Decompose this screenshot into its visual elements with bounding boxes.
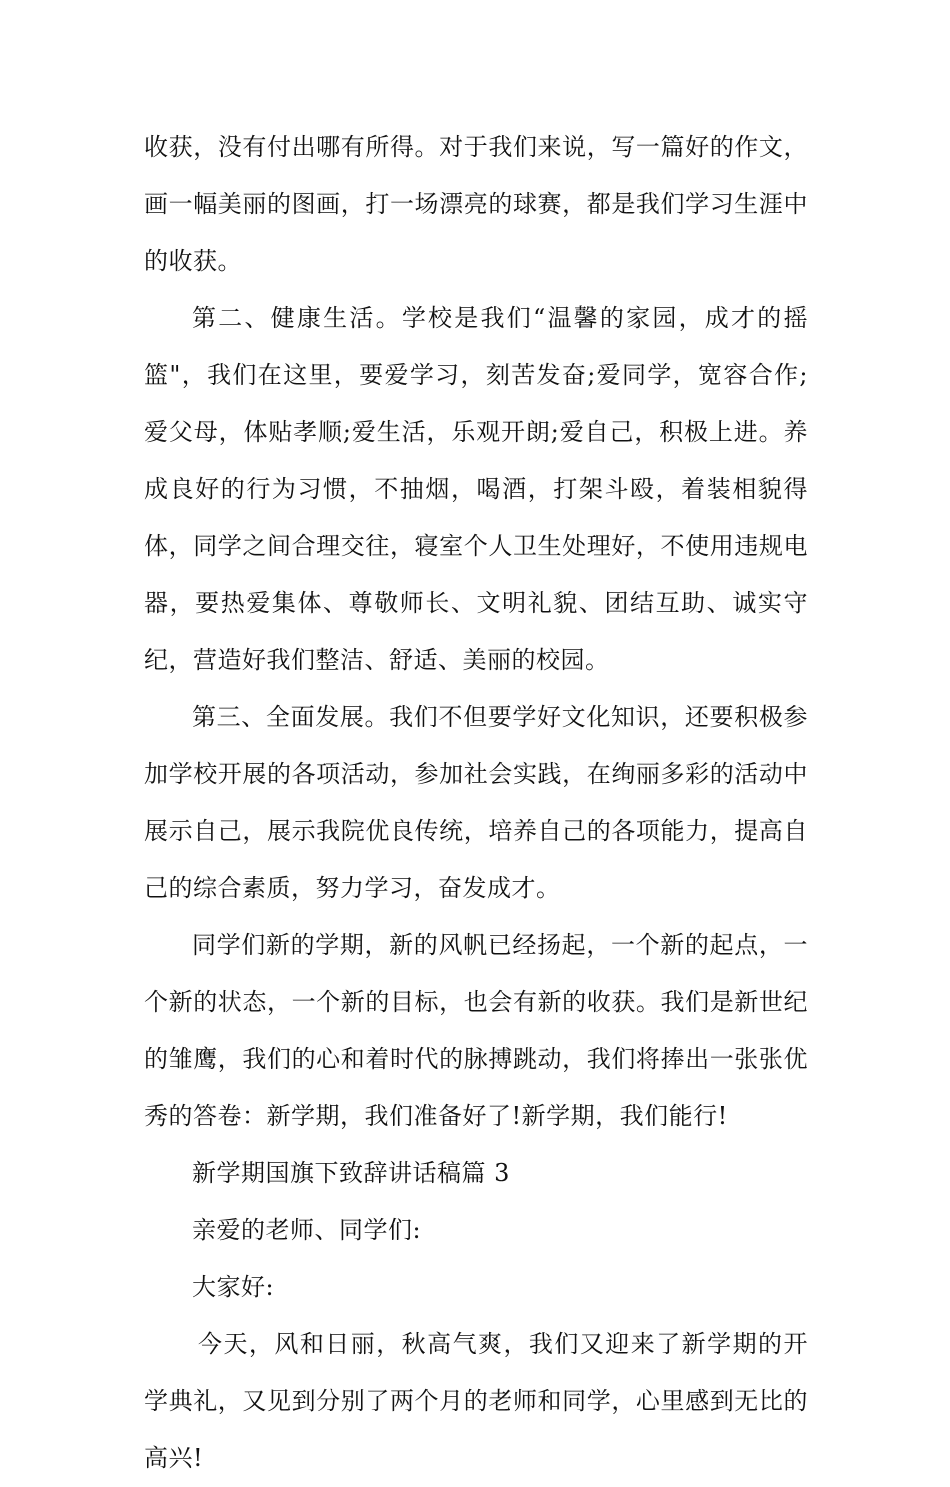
document-body: [144, 119, 808, 1487]
section-heading: 新学期国旗下致辞讲话稿篇 3: [192, 1159, 510, 1187]
salutation: 亲爱的老师、同学们:: [192, 1216, 422, 1244]
paragraph-opening: 今天，风和日丽，秋高气爽，我们又迎来了新学期的开学典礼，又见到分别了两个月的老师和同学，心里感到无比的高兴!: [144, 1330, 808, 1472]
paragraph-all-round-development: 第三、全面发展。我们不但要学好文化知识，还要积极参加学校开展的各项活动，参加社会实践，在绚丽多彩的活动中展示自己，展示我院优良传统，培养自己的各项能力，提高自己的综合素质，努力学习，奋发成才。: [144, 703, 808, 902]
paragraph-healthy-life: 第二、健康生活。学校是我们“温馨的家园，成才的摇篮"，我们在这里，要爱学习，刻苦发奋;爱同学，宽容合作;爱父母，体贴孝顺;爱生活，乐观开朗;爱自己，积极上进。养成良好的行为习惯，不抽烟，喝酒，打架斗殴，着装相貌得体，同学之间合理交往，寝室个人卫生处理好，不使用违规电器，要热爱集体、尊敬师长、文明礼貌、团结互助、诚实守纪，营造好我们整洁、舒适、美丽的校园。: [144, 304, 808, 674]
paragraph-continuation: 收获，没有付出哪有所得。对于我们来说，写一篇好的作文，画一幅美丽的图画，打一场漂亮的球赛，都是我们学习生涯中的收获。: [144, 133, 808, 275]
greeting: 大家好:: [192, 1273, 275, 1301]
paragraph-new-semester: 同学们新的学期，新的风帆已经扬起，一个新的起点，一个新的状态，一个新的目标，也会有新的收获。我们是新世纪的雏鹰，我们的心和着时代的脉搏跳动，我们将捧出一张张优秀的答卷：新学期，我们准备好了!新学期，我们能行!: [144, 931, 808, 1130]
